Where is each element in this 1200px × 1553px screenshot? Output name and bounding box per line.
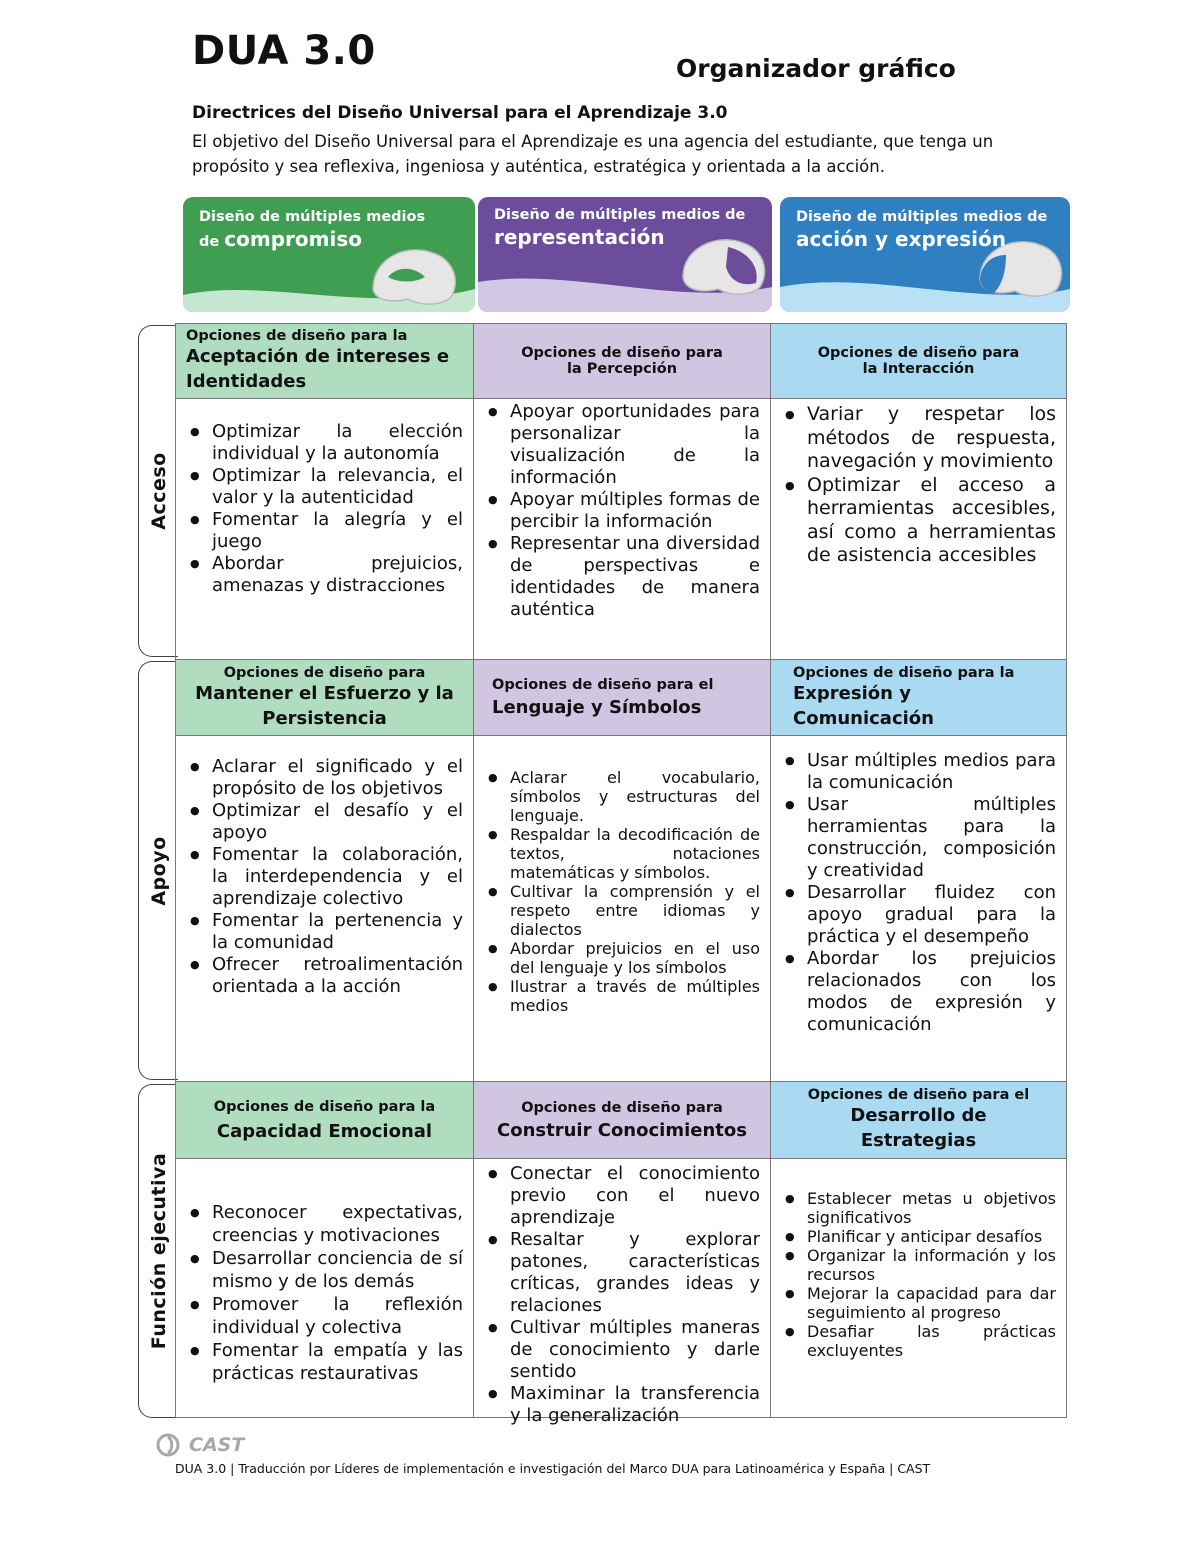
list-item: ● Optimizar la elección individual y la autonomía bbox=[186, 421, 463, 465]
body-expresion-comunicacion bbox=[770, 735, 1067, 1082]
list-item: ● Aclarar el vocabulario, símbolos y estructuras del lenguaje. bbox=[484, 768, 760, 825]
list-item: ● Representar una diversidad de perspectivas e identidades de manera auténtica bbox=[484, 533, 760, 621]
header-big: Mantener el Esfuerzo y la Persistencia bbox=[195, 682, 454, 729]
header-percepcion bbox=[473, 323, 771, 399]
header-interaccion bbox=[770, 323, 1067, 399]
list-item: ● Variar y respetar los métodos de respuesta, navegación y movimiento bbox=[781, 403, 1056, 474]
header-big: Expresión y Comunicación bbox=[793, 682, 934, 729]
list-item: ● Desarrollar fluidez con apoyo gradual para la práctica y el desempeño bbox=[781, 882, 1056, 948]
header-small: Opciones de diseño para el bbox=[492, 677, 714, 693]
list-item: ● Optimizar la relevancia, el valor y la autenticidad bbox=[186, 465, 463, 509]
list-item: ● Planificar y anticipar desafíos bbox=[781, 1227, 1056, 1246]
list-item: ● Fomentar la empatía y las prácticas restaurativas bbox=[186, 1339, 463, 1385]
list-item: ● Desafiar las prácticas excluyentes bbox=[781, 1322, 1056, 1360]
header-big: Desarrollo de Estrategias bbox=[850, 1105, 987, 1151]
banner-line2: representación bbox=[494, 225, 665, 249]
section-heading: Directrices del Diseño Universal para el Aprendizaje 3.0 bbox=[192, 103, 728, 123]
list-item: ● Abordar los prejuicios relacionados con los modos de expresión y comunicación bbox=[781, 948, 1056, 1036]
list-item: ● Promover la reflexión individual y colectiva bbox=[186, 1293, 463, 1339]
body-capacidad-emocional bbox=[175, 1158, 474, 1418]
list-item: ● Establecer metas u objetivos significativos bbox=[781, 1189, 1056, 1227]
header-big: Lenguaje y Símbolos bbox=[492, 697, 702, 718]
header-lenguaje-simbolos bbox=[473, 659, 771, 736]
banner-accion-expresion bbox=[780, 197, 1070, 312]
list-item: ● Aclarar el significado y el propósito de los objetivos bbox=[186, 756, 463, 800]
list-item: ● Ofrecer retroalimentación orientada a la acción bbox=[186, 954, 463, 998]
header-small: Opciones de diseño para la bbox=[793, 664, 1015, 681]
list-item: ● Reconocer expectativas, creencias y motivaciones bbox=[186, 1201, 463, 1247]
header-small: Opciones de diseño para bbox=[223, 664, 426, 681]
list-item: ● Respaldar la decodificación de textos, notaciones matemáticas y símbolos. bbox=[484, 825, 760, 882]
list-item: ● Optimizar el acceso a herramientas accesibles, así como a herramientas de asistencia accesibles bbox=[781, 474, 1056, 568]
row-label-apoyo bbox=[138, 661, 178, 1080]
list-item: ● Usar múltiples medios para la comunicación bbox=[781, 750, 1056, 794]
body-construir-conocimientos bbox=[473, 1158, 771, 1426]
list-item: ● Conectar el conocimiento previo con el nuevo aprendizaje bbox=[484, 1163, 760, 1229]
row-label-text: Apoyo bbox=[147, 835, 170, 906]
brain-icon bbox=[373, 250, 455, 304]
body-aceptacion-intereses bbox=[175, 398, 474, 660]
list-item: ● Organizar la información y los recursos bbox=[781, 1246, 1056, 1284]
intro-paragraph: El objetivo del Diseño Universal para el Aprendizaje es una agencia del estudiante, que tenga un propósito y sea reflexiva, ingeniosa y auténtica, estratégica y orientada a la acción. bbox=[192, 132, 994, 176]
body-desarrollo-estrategias bbox=[770, 1158, 1067, 1418]
header-aceptacion-intereses bbox=[175, 323, 474, 399]
banner-line2: compromiso bbox=[224, 227, 362, 251]
banner-line1: Diseño de múltiples medios bbox=[199, 209, 426, 225]
header-capacidad-emocional bbox=[175, 1081, 474, 1159]
body-lenguaje-simbolos bbox=[473, 735, 771, 1082]
list-item: ● Fomentar la colaboración, la interdependencia y el aprendizaje colectivo bbox=[186, 844, 463, 910]
list-item: ● Fomentar la pertenencia y la comunidad bbox=[186, 910, 463, 954]
row-label-acceso bbox=[138, 325, 178, 657]
banner-prefix: de bbox=[199, 234, 225, 250]
cast-logo-text: CAST bbox=[189, 1434, 245, 1456]
header-small: Opciones de diseño para la bbox=[213, 1098, 436, 1115]
list-item: ● Ilustrar a través de múltiples medios bbox=[484, 977, 760, 1015]
list-item: ● Cultivar múltiples maneras de conocimiento y darle sentido bbox=[484, 1317, 760, 1383]
header-big: Aceptación de intereses e Identidades bbox=[186, 346, 450, 392]
body-percepcion bbox=[473, 398, 771, 660]
body-interaccion bbox=[770, 398, 1067, 660]
header-small: Opciones de diseño para bbox=[521, 1099, 723, 1116]
list-item: ● Fomentar la alegría y el juego bbox=[186, 509, 463, 553]
cast-logo-icon bbox=[155, 1432, 185, 1458]
list-item: ● Maximinar la transferencia y la generalización bbox=[484, 1383, 760, 1427]
list-item: ● Abordar prejuicios, amenazas y distracciones bbox=[186, 553, 463, 597]
header-esfuerzo-persistencia bbox=[175, 659, 474, 736]
body-esfuerzo-persistencia bbox=[175, 735, 474, 1082]
list-item: ● Apoyar oportunidades para personalizar la visualización de la información bbox=[484, 401, 760, 489]
banner-compromiso bbox=[183, 197, 475, 312]
list-item: ● Desarrollar conciencia de sí mismo y de los demás bbox=[186, 1247, 463, 1293]
list-item: ● Usar múltiples herramientas para la construcción, composición y creatividad bbox=[781, 794, 1056, 882]
list-item: ● Resaltar y explorar patones, características críticas, grandes ideas y relaciones bbox=[484, 1229, 760, 1317]
header-big: Capacidad Emocional bbox=[216, 1120, 433, 1142]
list-item: ● Cultivar la comprensión y el respeto entre idiomas y dialectos bbox=[484, 882, 760, 939]
header-desarrollo-estrategias bbox=[770, 1081, 1067, 1159]
header-small: Opciones de diseño para la Interacción bbox=[817, 345, 1020, 377]
banner-line1: Diseño de múltiples medios de bbox=[796, 209, 1048, 225]
header-construir-conocimientos bbox=[473, 1081, 771, 1159]
document-title: DUA 3.0 bbox=[192, 28, 376, 74]
row-label-text: Acceso bbox=[147, 452, 170, 530]
banner-representacion bbox=[478, 197, 772, 312]
row-label-text: Función ejecutiva bbox=[147, 1152, 170, 1350]
header-big: Construir Conocimientos bbox=[497, 1119, 747, 1141]
banner-line2: acción y expresión bbox=[796, 227, 1006, 251]
banner-line1: Diseño de múltiples medios de bbox=[494, 207, 746, 223]
header-small: Opciones de diseño para la bbox=[186, 328, 408, 344]
footer-credit: DUA 3.0 | Traducción por Líderes de implementación e investigación del Marco DUA para Latinoamérica y España | CAST bbox=[175, 1461, 931, 1476]
header-expresion-comunicacion bbox=[770, 659, 1067, 736]
row-label-funcion-ejecutiva bbox=[138, 1084, 178, 1418]
list-item: ● Abordar prejuicios en el uso del lenguaje y los símbolos bbox=[484, 939, 760, 977]
document-subtitle: Organizador gráfico bbox=[676, 54, 956, 83]
list-item: ● Apoyar múltiples formas de percibir la información bbox=[484, 489, 760, 533]
list-item: ● Mejorar la capacidad para dar seguimiento al progreso bbox=[781, 1284, 1056, 1322]
cast-logo bbox=[155, 1432, 244, 1458]
header-small: Opciones de diseño para la Percepción bbox=[521, 345, 723, 377]
header-small: Opciones de diseño para el bbox=[807, 1087, 1030, 1103]
list-item: ● Optimizar el desafío y el apoyo bbox=[186, 800, 463, 844]
